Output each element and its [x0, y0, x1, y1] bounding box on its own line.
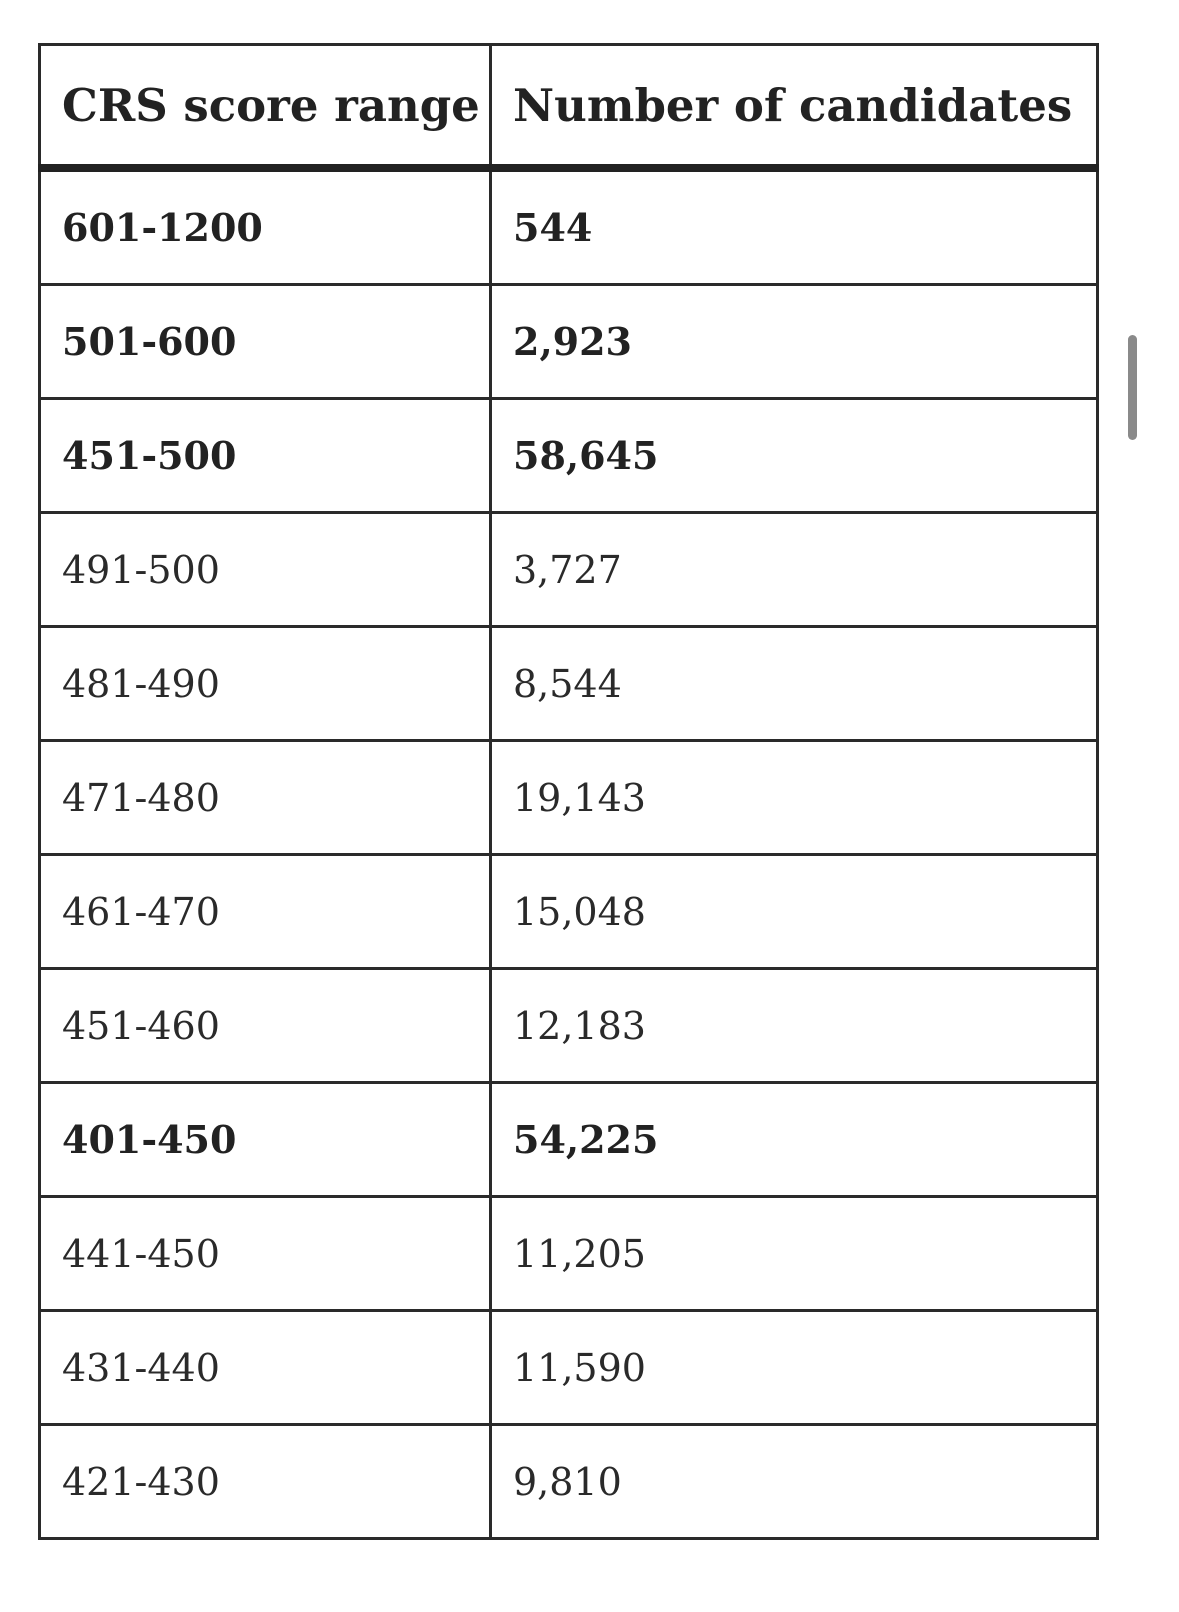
score-range-cell: 481-490 [40, 627, 491, 741]
score-range-cell: 491-500 [40, 513, 491, 627]
score-range-cell: 431-440 [40, 1311, 491, 1425]
score-range-cell: 451-460 [40, 969, 491, 1083]
table-header [40, 45, 1098, 169]
table-row [40, 627, 1098, 741]
table-row [40, 399, 1098, 513]
table-row [40, 1311, 1098, 1425]
column-header-candidates: Number of candidates [491, 45, 1098, 169]
table-row [40, 1425, 1098, 1539]
scrollbar-thumb[interactable] [1128, 335, 1137, 440]
candidate-count-cell: 19,143 [491, 741, 1098, 855]
table-row [40, 741, 1098, 855]
table-row [40, 285, 1098, 399]
candidate-count-cell: 2,923 [491, 285, 1098, 399]
score-range-cell: 421-430 [40, 1425, 491, 1539]
candidate-count-cell: 3,727 [491, 513, 1098, 627]
candidate-count-cell: 11,590 [491, 1311, 1098, 1425]
table-header-row [40, 45, 1098, 169]
score-range-cell: 461-470 [40, 855, 491, 969]
score-range-cell: 501-600 [40, 285, 491, 399]
score-range-cell: 401-450 [40, 1083, 491, 1197]
candidate-count-cell: 54,225 [491, 1083, 1098, 1197]
candidate-count-cell: 15,048 [491, 855, 1098, 969]
crs-score-table-container [38, 43, 1096, 1540]
table-row [40, 1197, 1098, 1311]
table-row [40, 855, 1098, 969]
score-range-cell: 471-480 [40, 741, 491, 855]
candidate-count-cell: 8,544 [491, 627, 1098, 741]
candidate-count-cell: 58,645 [491, 399, 1098, 513]
score-range-cell: 601-1200 [40, 168, 491, 285]
table-row [40, 1083, 1098, 1197]
candidate-count-cell: 9,810 [491, 1425, 1098, 1539]
candidate-count-cell: 12,183 [491, 969, 1098, 1083]
candidate-count-cell: 544 [491, 168, 1098, 285]
table-row [40, 513, 1098, 627]
score-range-cell: 441-450 [40, 1197, 491, 1311]
column-header-score-range: CRS score range [40, 45, 491, 169]
score-range-cell: 451-500 [40, 399, 491, 513]
candidate-count-cell: 11,205 [491, 1197, 1098, 1311]
table-body [40, 168, 1098, 1539]
table-row [40, 969, 1098, 1083]
table-row [40, 168, 1098, 285]
crs-score-distribution-table [38, 43, 1099, 1540]
